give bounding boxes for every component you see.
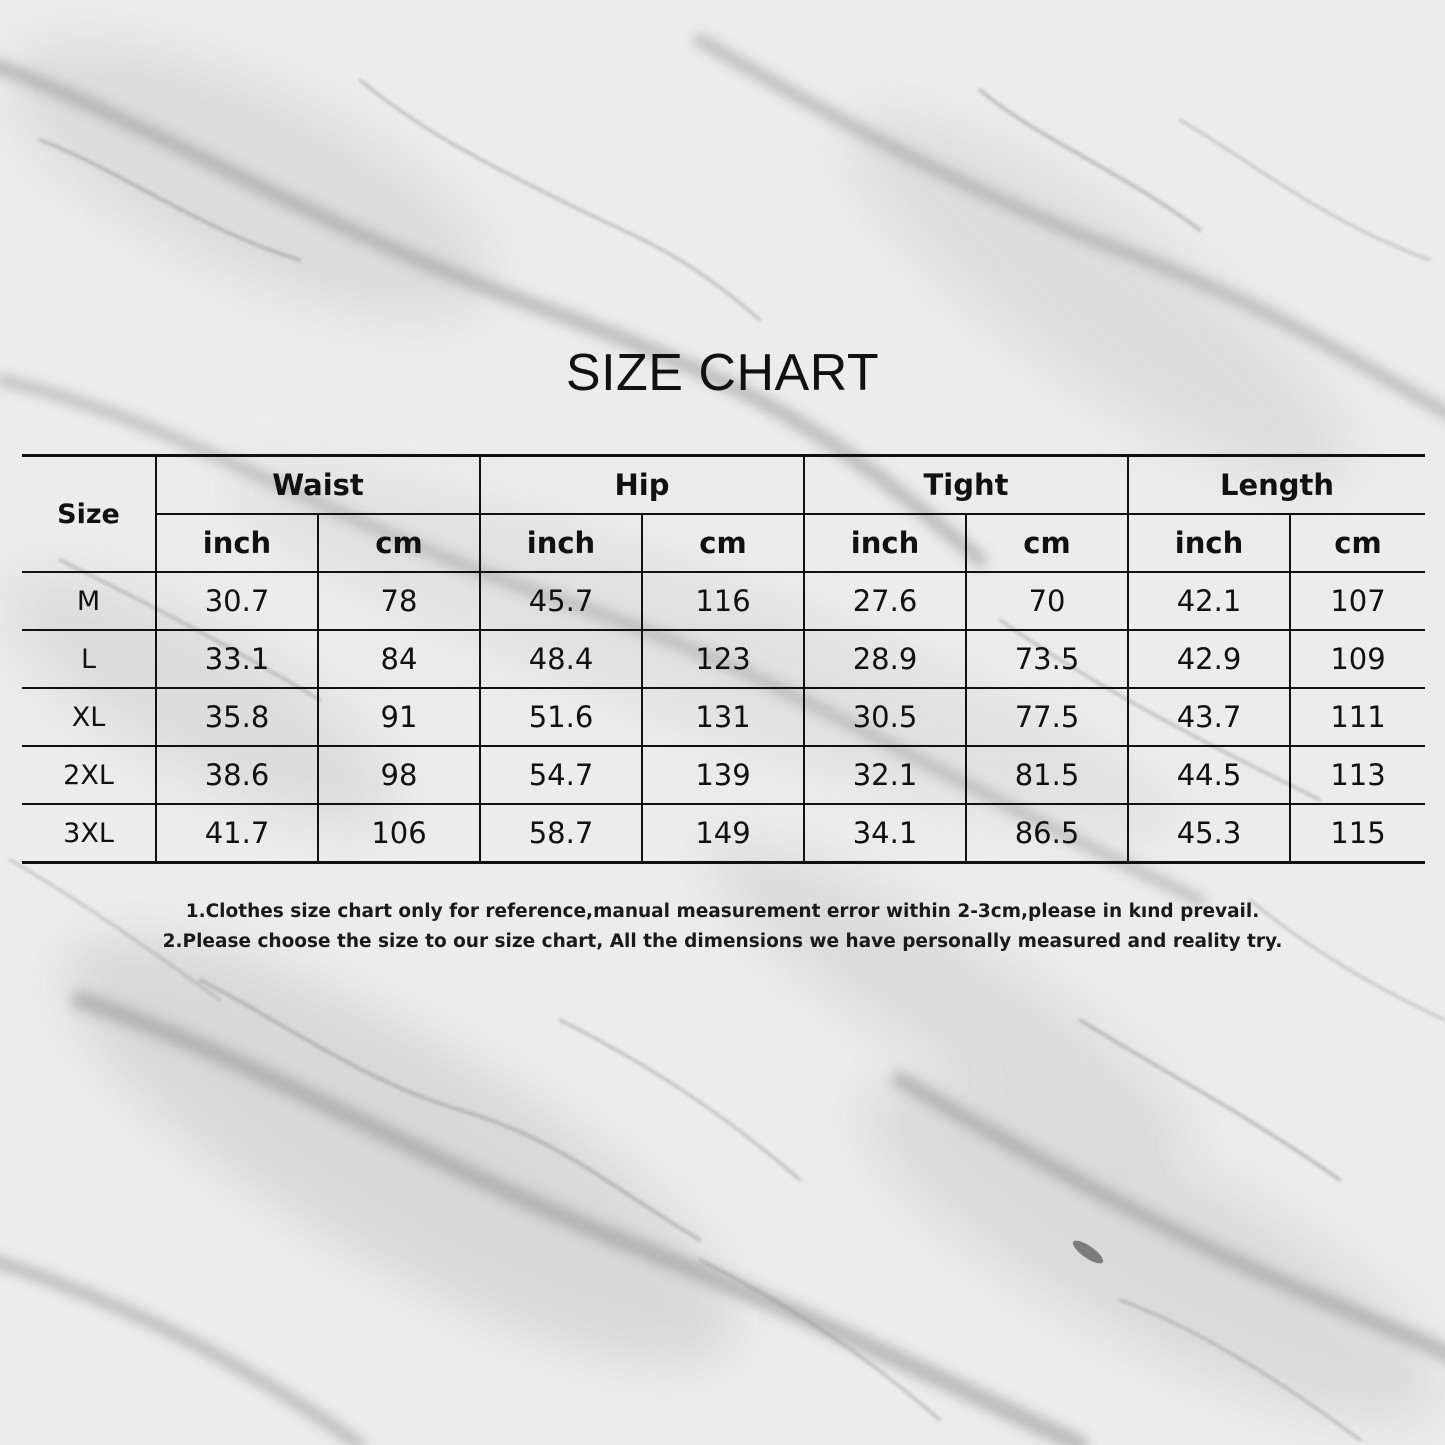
waist-cm-value: 84 (318, 630, 480, 688)
length-inch-value: 42.9 (1128, 630, 1290, 688)
size-chart-table (22, 454, 1425, 864)
waist-inch-value: 38.6 (156, 746, 318, 804)
size-notes (0, 897, 1445, 957)
waist-cm-value: 106 (318, 804, 480, 863)
hip-cm-value: 139 (642, 746, 804, 804)
length-cm-header: cm (1290, 514, 1425, 572)
hip-cm-value: 123 (642, 630, 804, 688)
length-cm-value: 109 (1290, 630, 1425, 688)
tight-inch-value: 34.1 (804, 804, 966, 863)
table-row (22, 572, 1425, 630)
hip-cm-value: 149 (642, 804, 804, 863)
tight-inch-header: inch (804, 514, 966, 572)
size-chart-title: SIZE CHART (565, 344, 880, 402)
length-cm-value: 107 (1290, 572, 1425, 630)
note-1: 1.Clothes size chart only for reference,manual measurement error within 2-3cm,please in kınd prevail. (185, 901, 1260, 922)
waist-inch-value: 35.8 (156, 688, 318, 746)
waist-inch-value: 30.7 (156, 572, 318, 630)
waist-inch-value: 33.1 (156, 630, 318, 688)
size-label: 3XL (22, 804, 156, 863)
waist-cm-header: cm (318, 514, 480, 572)
tight-cm-value: 86.5 (966, 804, 1128, 863)
table-row (22, 630, 1425, 688)
note-2: 2.Please choose the size to our size chart, All the dimensions we have personally measured and reality try. (162, 931, 1283, 952)
length-cm-value: 111 (1290, 688, 1425, 746)
length-group-header: Length (1128, 456, 1425, 515)
tight-cm-value: 70 (966, 572, 1128, 630)
tight-inch-value: 28.9 (804, 630, 966, 688)
waist-cm-value: 78 (318, 572, 480, 630)
tight-cm-value: 73.5 (966, 630, 1128, 688)
length-inch-value: 44.5 (1128, 746, 1290, 804)
length-cm-value: 115 (1290, 804, 1425, 863)
table-row (22, 688, 1425, 746)
size-column-header: Size (22, 456, 156, 573)
waist-cm-value: 91 (318, 688, 480, 746)
tight-inch-value: 27.6 (804, 572, 966, 630)
table-row (22, 746, 1425, 804)
size-chart-table-container (22, 454, 1425, 858)
length-inch-value: 42.1 (1128, 572, 1290, 630)
length-inch-header: inch (1128, 514, 1290, 572)
hip-inch-value: 58.7 (480, 804, 642, 863)
hip-cm-header: cm (642, 514, 804, 572)
waist-inch-header: inch (156, 514, 318, 572)
group-header-row (22, 456, 1425, 515)
tight-inch-value: 30.5 (804, 688, 966, 746)
hip-inch-value: 48.4 (480, 630, 642, 688)
hip-cm-value: 131 (642, 688, 804, 746)
size-label: 2XL (22, 746, 156, 804)
table-row (22, 804, 1425, 863)
tight-group-header: Tight (804, 456, 1128, 515)
hip-group-header: Hip (480, 456, 804, 515)
hip-inch-value: 51.6 (480, 688, 642, 746)
hip-cm-value: 116 (642, 572, 804, 630)
tight-cm-value: 81.5 (966, 746, 1128, 804)
hip-inch-value: 54.7 (480, 746, 642, 804)
tight-cm-value: 77.5 (966, 688, 1128, 746)
hip-inch-header: inch (480, 514, 642, 572)
size-label: M (22, 572, 156, 630)
size-label: L (22, 630, 156, 688)
tight-inch-value: 32.1 (804, 746, 966, 804)
length-inch-value: 43.7 (1128, 688, 1290, 746)
tight-cm-header: cm (966, 514, 1128, 572)
length-inch-value: 45.3 (1128, 804, 1290, 863)
hip-inch-value: 45.7 (480, 572, 642, 630)
unit-header-row (22, 514, 1425, 572)
waist-group-header: Waist (156, 456, 480, 515)
length-cm-value: 113 (1290, 746, 1425, 804)
size-label: XL (22, 688, 156, 746)
waist-inch-value: 41.7 (156, 804, 318, 863)
waist-cm-value: 98 (318, 746, 480, 804)
